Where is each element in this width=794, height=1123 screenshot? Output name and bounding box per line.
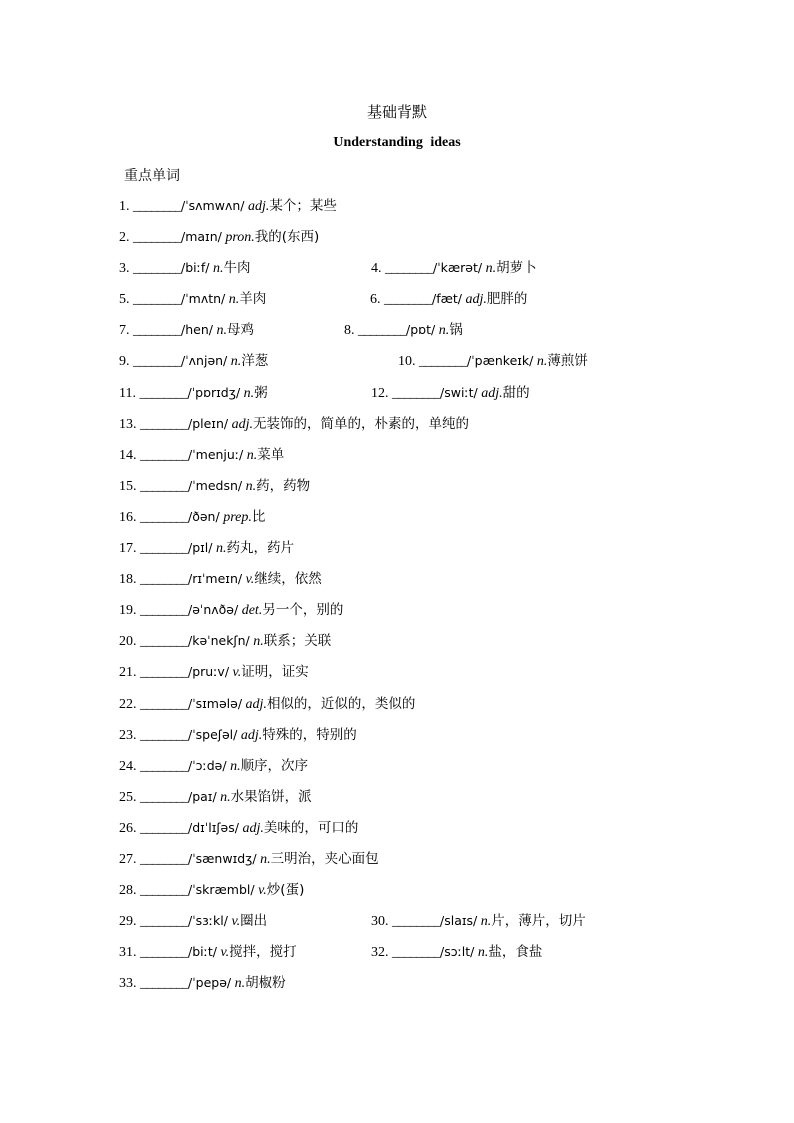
list-row — [0, 568, 794, 599]
vocab-entry — [119, 444, 284, 467]
meaning: 相似的，近似的，类似的 — [266, 695, 416, 712]
list-row — [0, 257, 794, 288]
vocab-entry — [119, 848, 379, 871]
vocab-entry — [119, 630, 331, 653]
answer-blank: ________ — [392, 385, 440, 401]
entry-number: 24. — [119, 758, 140, 774]
entry-number: 8. — [344, 323, 358, 339]
answer-blank: ________ — [133, 292, 181, 308]
vocab-entry — [119, 350, 268, 373]
entry-number: 28. — [119, 883, 140, 899]
phonetic: /ˈsɪmələ/ — [188, 695, 243, 711]
answer-blank: ________ — [140, 634, 188, 650]
entry-number: 3. — [119, 261, 133, 277]
vocab-entry — [119, 661, 309, 684]
entry-number: 14. — [119, 447, 140, 463]
part-of-speech: v. — [216, 945, 230, 961]
entry-number: 23. — [119, 727, 140, 743]
vocab-entry — [119, 941, 297, 964]
answer-blank: ________ — [140, 789, 188, 805]
entry-number: 6. — [370, 292, 384, 308]
entry-number: 9. — [119, 354, 133, 370]
part-of-speech: v. — [229, 665, 242, 681]
entry-number: 16. — [119, 509, 140, 525]
meaning: 三明治，夹心面包 — [270, 850, 379, 867]
meaning: 顺序，次序 — [240, 757, 309, 774]
list-row — [0, 444, 794, 475]
list-row — [0, 319, 794, 350]
answer-blank: ________ — [140, 416, 188, 432]
part-of-speech: n. — [226, 758, 241, 774]
phonetic: /ˈmenjuː/ — [188, 446, 244, 462]
entry-number: 31. — [119, 945, 140, 961]
phonetic: /ˈmedsn/ — [188, 477, 243, 493]
part-of-speech: n. — [212, 323, 227, 339]
part-of-speech: n. — [474, 945, 489, 961]
part-of-speech: adj. — [462, 292, 487, 308]
phonetic: /ˈʌnjən/ — [181, 353, 228, 369]
entry-number: 26. — [119, 820, 140, 836]
meaning: 无装饰的，简单的，朴素的，单纯的 — [252, 415, 469, 432]
meaning: 片，薄片，切片 — [491, 913, 586, 930]
vocab-entry — [119, 724, 357, 747]
list-row — [0, 786, 794, 817]
part-of-speech: adj. — [237, 727, 263, 743]
list-row — [0, 288, 794, 319]
vocab-entry — [119, 879, 304, 902]
part-of-speech: n. — [231, 976, 246, 992]
meaning: 母鸡 — [226, 322, 254, 339]
vocab-entry — [119, 413, 469, 436]
entry-number: 10. — [398, 354, 419, 370]
answer-blank: ________ — [140, 758, 188, 774]
answer-blank: ________ — [140, 914, 188, 930]
vocab-entry — [119, 475, 310, 498]
part-of-speech: n. — [249, 634, 264, 650]
list-row — [0, 724, 794, 755]
vocab-entry — [119, 506, 265, 529]
answer-blank: ________ — [140, 478, 188, 494]
vocab-entry — [119, 755, 308, 778]
phonetic: /hen/ — [181, 322, 213, 338]
part-of-speech: v. — [227, 914, 241, 930]
phonetic: /ˈɔːdə/ — [188, 757, 227, 773]
meaning: 菜单 — [257, 446, 285, 463]
meaning: 锅 — [449, 322, 463, 339]
meaning: 药丸，药片 — [226, 540, 294, 557]
phonetic: /ˈsʌmwʌn/ — [181, 198, 245, 213]
part-of-speech: n. — [477, 914, 492, 930]
phonetic: /pɪl/ — [188, 540, 213, 556]
list-row — [0, 817, 794, 848]
list-row — [0, 382, 794, 413]
list-row — [0, 848, 794, 879]
list-row — [0, 693, 794, 724]
list-row — [0, 226, 794, 257]
answer-blank: ________ — [140, 851, 188, 867]
part-of-speech: v. — [254, 883, 267, 899]
phonetic: /pɒt/ — [406, 322, 436, 338]
vocab-entry — [371, 941, 542, 964]
meaning: 另一个，别的 — [262, 602, 344, 619]
entry-number: 18. — [119, 572, 140, 588]
phonetic: /paɪ/ — [188, 788, 217, 804]
part-of-speech: n. — [435, 323, 450, 339]
list-row — [0, 630, 794, 661]
page-title: 基础背默 — [366, 103, 427, 121]
phonetic: /biːt/ — [188, 944, 217, 960]
phonetic: /kəˈnekʃn/ — [188, 633, 250, 649]
vocab-entry — [119, 972, 286, 995]
meaning: 搅拌，搅打 — [229, 944, 297, 961]
vocab-entry — [371, 910, 586, 933]
list-row — [0, 661, 794, 692]
list-row — [0, 413, 794, 444]
meaning: 薄煎饼 — [547, 353, 588, 370]
vocab-entry — [119, 288, 266, 311]
part-of-speech: v. — [242, 572, 255, 588]
phonetic: /pleɪn/ — [188, 415, 229, 431]
entry-number: 29. — [119, 914, 140, 930]
meaning: 圈出 — [240, 913, 268, 930]
part-of-speech: n. — [482, 261, 497, 277]
part-of-speech: n. — [243, 447, 258, 463]
entry-number: 4. — [371, 261, 385, 277]
list-row — [0, 910, 794, 941]
list-row — [0, 755, 794, 786]
answer-blank: ________ — [140, 945, 188, 961]
part-of-speech: adj. — [477, 385, 503, 401]
vocab-entry — [119, 195, 337, 218]
answer-blank: ________ — [140, 603, 188, 619]
answer-blank: ________ — [133, 323, 181, 339]
vocab-entry — [119, 257, 250, 280]
entry-number: 11. — [119, 385, 140, 401]
section-label: 重点单词 — [124, 168, 180, 184]
meaning: 继续，依然 — [254, 571, 322, 588]
part-of-speech: adj. — [242, 696, 267, 712]
meaning: 某个；某些 — [269, 198, 337, 214]
part-of-speech: n. — [216, 789, 231, 805]
list-row — [0, 506, 794, 537]
vocab-entry — [371, 382, 530, 405]
entry-number: 2. — [119, 230, 133, 246]
entry-number: 7. — [119, 323, 133, 339]
phonetic: /ˈpepə/ — [188, 975, 232, 991]
entry-number: 30. — [371, 914, 392, 930]
answer-blank: ________ — [140, 820, 188, 836]
entry-number: 5. — [119, 292, 133, 308]
vocab-entry — [119, 226, 319, 249]
vocab-entry — [119, 817, 358, 840]
list-row — [0, 599, 794, 630]
meaning: 比 — [251, 508, 266, 525]
part-of-speech: n. — [240, 385, 255, 401]
vocab-entry — [398, 350, 588, 373]
phonetic: /ˈsɜːkl/ — [188, 913, 228, 929]
list-row — [0, 972, 794, 1003]
phonetic: /əˈnʌðə/ — [188, 602, 239, 618]
answer-blank: ________ — [140, 665, 188, 681]
phonetic: /maɪn/ — [181, 229, 222, 245]
entry-number: 1. — [119, 199, 133, 214]
entry-number: 20. — [119, 634, 140, 650]
vocab-entry — [119, 786, 312, 809]
answer-blank: ________ — [140, 696, 188, 712]
list-row — [0, 195, 794, 226]
meaning: 特殊的，特别的 — [262, 726, 357, 743]
answer-blank: ________ — [419, 354, 467, 370]
part-of-speech: n. — [533, 354, 548, 370]
meaning: 美味的，可口的 — [263, 819, 359, 836]
entry-number: 19. — [119, 603, 140, 619]
answer-blank: ________ — [385, 261, 433, 277]
vocab-entry — [119, 319, 254, 342]
page-subtitle: Understanding ideas — [333, 135, 461, 150]
meaning: 胡萝卜 — [496, 260, 537, 277]
answer-blank: ________ — [140, 509, 188, 525]
list-row — [0, 879, 794, 910]
part-of-speech: n. — [256, 851, 271, 867]
answer-blank: ________ — [140, 976, 188, 992]
meaning: 水果馅饼，派 — [230, 788, 312, 805]
part-of-speech: adj. — [238, 820, 264, 836]
meaning: 证明，证实 — [241, 664, 309, 681]
meaning: 羊肉 — [239, 291, 267, 308]
meaning: 盐，食盐 — [488, 944, 543, 961]
meaning: 联系；关联 — [263, 633, 332, 650]
phonetic: /rɪˈmeɪn/ — [188, 571, 243, 587]
answer-blank: ________ — [140, 447, 188, 463]
part-of-speech: n. — [227, 354, 242, 370]
entry-number: 21. — [119, 665, 140, 681]
phonetic: /biːf/ — [181, 260, 210, 276]
list-row — [0, 537, 794, 568]
phonetic: /ðən/ — [188, 508, 220, 524]
meaning: 肥胖的 — [486, 291, 528, 308]
phonetic: /pruːv/ — [188, 664, 230, 680]
answer-blank: ________ — [140, 883, 188, 899]
answer-blank: ________ — [133, 261, 181, 277]
vocab-entry — [119, 910, 267, 933]
part-of-speech: n. — [212, 541, 227, 557]
phonetic: /ˈskræmbl/ — [188, 882, 255, 898]
vocabulary-list — [0, 195, 794, 1003]
phonetic: /ˈpɒrɪdʒ/ — [187, 384, 241, 400]
entry-number: 27. — [119, 851, 140, 867]
answer-blank: ________ — [133, 230, 181, 246]
vocab-entry — [119, 382, 268, 405]
entry-number: 12. — [371, 385, 392, 401]
entry-number: 17. — [119, 541, 140, 557]
phonetic: /fæt/ — [432, 291, 462, 307]
meaning: 洋葱 — [241, 353, 269, 370]
meaning: 炒(蛋) — [266, 882, 305, 899]
meaning: 牛肉 — [223, 260, 251, 277]
answer-blank: ________ — [133, 354, 181, 370]
part-of-speech: pron. — [221, 230, 255, 246]
part-of-speech: n. — [209, 261, 224, 277]
phonetic: /ˈspeʃəl/ — [188, 726, 238, 742]
entry-number: 13. — [119, 416, 140, 432]
phonetic: /ˈmʌtn/ — [181, 291, 226, 307]
phonetic: /ˈkærət/ — [433, 260, 483, 276]
answer-blank: ________ — [139, 385, 188, 401]
list-row — [0, 350, 794, 381]
answer-blank: ________ — [358, 323, 406, 339]
vocab-entry — [119, 693, 415, 716]
meaning: 药，药物 — [256, 477, 311, 494]
entry-number: 32. — [371, 945, 392, 961]
phonetic: /ˈsænwɪdʒ/ — [188, 850, 257, 866]
vocab-entry — [119, 537, 294, 560]
phonetic: /dɪˈlɪʃəs/ — [188, 819, 239, 835]
answer-blank: ________ — [392, 914, 440, 930]
vocab-entry — [119, 568, 322, 591]
part-of-speech: n. — [242, 478, 257, 494]
phonetic: /sɔːlt/ — [440, 944, 475, 960]
phonetic: /swiːt/ — [440, 384, 478, 400]
entry-number: 25. — [119, 789, 140, 805]
phonetic: /slaɪs/ — [440, 913, 478, 929]
entry-number: 22. — [119, 696, 140, 712]
meaning: 甜的 — [502, 384, 530, 401]
entry-number: 15. — [119, 478, 140, 494]
answer-blank: ________ — [140, 541, 188, 557]
answer-blank: ________ — [384, 292, 432, 308]
answer-blank: ________ — [133, 199, 181, 214]
answer-blank: ________ — [392, 945, 440, 961]
part-of-speech: adj. — [228, 416, 253, 432]
meaning: 胡椒粉 — [245, 975, 286, 992]
part-of-speech: n. — [225, 292, 240, 308]
answer-blank: ________ — [140, 572, 188, 588]
vocab-entry — [344, 319, 463, 342]
list-row — [0, 475, 794, 506]
phonetic: /ˈpænkeɪk/ — [467, 353, 534, 369]
meaning: 粥 — [254, 384, 268, 401]
part-of-speech: det. — [238, 603, 263, 619]
vocab-entry — [370, 288, 527, 311]
entry-number: 33. — [119, 976, 140, 992]
meaning: 我的(东西) — [254, 229, 320, 246]
vocab-entry — [119, 599, 343, 622]
part-of-speech: adj. — [244, 199, 270, 214]
list-row — [0, 941, 794, 972]
part-of-speech: prep. — [219, 509, 252, 525]
vocab-entry — [371, 257, 537, 280]
answer-blank: ________ — [140, 727, 188, 743]
